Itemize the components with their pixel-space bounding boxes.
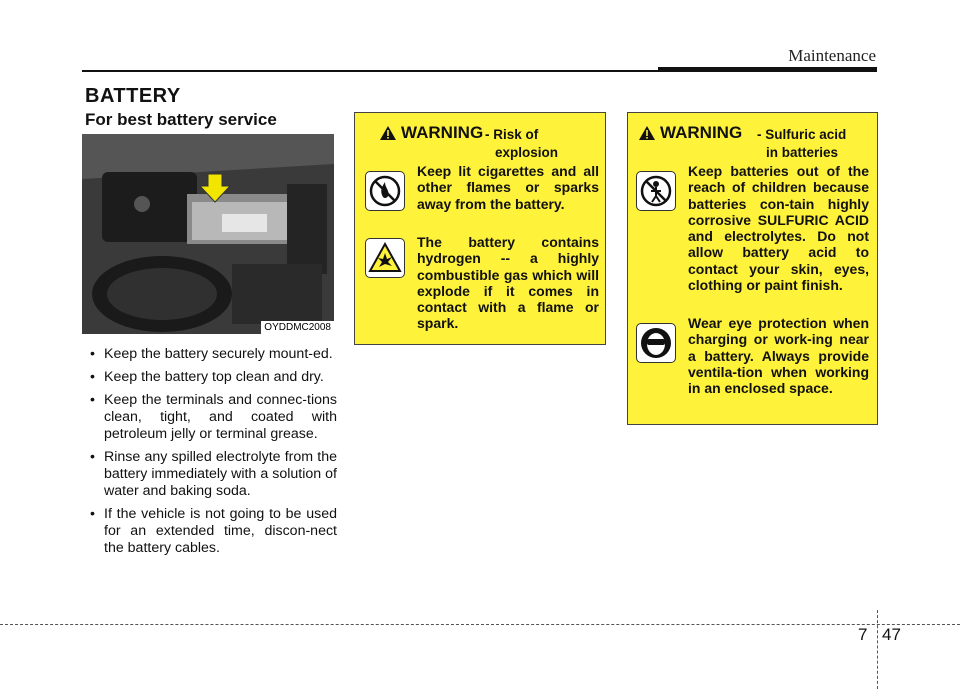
warning-text-1: Keep batteries out of the reach of children because batteries con-tain highly corrosive SULFURIC ACID and electrolytes. Do not allow battery acid to contact your skin, eyes, clothing or paint finish. (688, 163, 869, 294)
warning-triangle-icon (638, 125, 656, 141)
warning-label: WARNING (660, 123, 743, 142)
warning-title: - Sulfuric acid (757, 127, 847, 142)
warning-text-2: Wear eye protection when charging or work-ing near a battery. Always provide ventila-tion when working in an enclosed space. (688, 315, 869, 397)
list-item: • Keep the battery top clean and dry. (82, 369, 337, 386)
keep-away-from-children-icon (636, 171, 676, 211)
list-item: • Keep the battery securely mount-ed. (82, 346, 337, 363)
warning-title-line2: explosion (495, 145, 559, 160)
list-item: • If the vehicle is not going to be used for an extended time, discon-nect the battery cables. (82, 506, 337, 557)
photo-caption: OYDDMC2008 (261, 321, 334, 334)
section-title: BATTERY (85, 85, 181, 107)
warning-text-1: Keep lit cigarettes and all other flames or sparks away from the battery. (417, 163, 599, 212)
page-header-title: Maintenance (788, 46, 876, 65)
section-subtitle: For best battery service (85, 110, 277, 129)
chapter-number: 7 (858, 625, 868, 644)
warning-box-explosion (354, 112, 606, 345)
eye-protection-icon (636, 323, 676, 363)
warning-title: - Risk of (485, 127, 539, 142)
engine-bay-illustration (82, 134, 334, 334)
no-flame-icon (365, 171, 405, 211)
warning-text-2: The battery contains hydrogen -- a highly combustible gas which will explode if it comes in contact with a flame or spark. (417, 234, 599, 332)
footer-vertical-divider (877, 610, 878, 689)
list-item: • Rinse any spilled electrolyte from the battery immediately with a solution of water and baking soda. (82, 449, 337, 500)
footer-divider (0, 624, 960, 625)
warning-box-sulfuric-acid (627, 112, 878, 425)
tips-list (82, 346, 337, 563)
battery-photo (82, 134, 334, 334)
explosive-gas-icon (365, 238, 405, 278)
warning-label: WARNING (401, 123, 484, 142)
warning-title-line2: in batteries (766, 145, 839, 160)
page-number: 47 (882, 625, 901, 644)
warning-triangle-icon (379, 125, 397, 141)
header-bar (658, 67, 877, 72)
list-item: • Keep the terminals and connec-tions clean, tight, and coated with petroleum jelly or terminal grease. (82, 392, 337, 443)
